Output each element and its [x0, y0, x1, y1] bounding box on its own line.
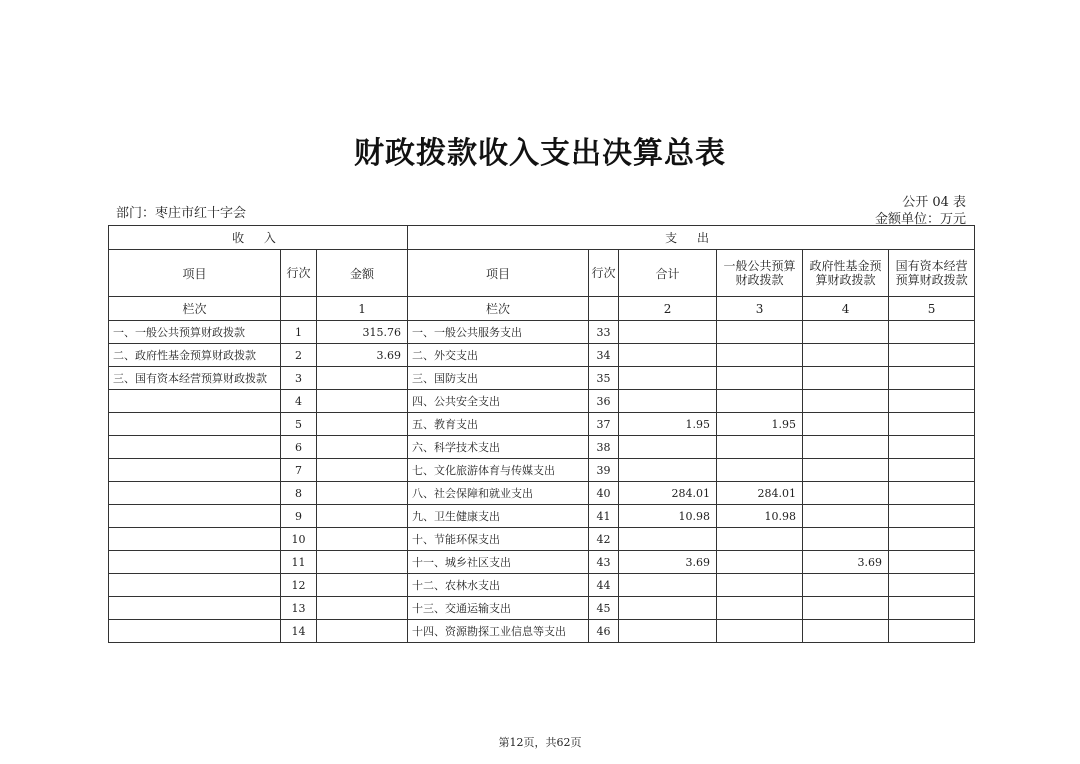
- expense-general-cell: [717, 459, 803, 482]
- expense-item-cell: 十二、农林水支出: [408, 574, 589, 597]
- income-item-cell: [109, 413, 281, 436]
- expense-total-cell: [619, 528, 717, 551]
- expense-line-cell: 36: [589, 390, 619, 413]
- income-line-cell: 13: [281, 597, 317, 620]
- expense-fund-cell: [803, 390, 889, 413]
- table-row: [109, 505, 975, 528]
- expense-fund-cell: [803, 459, 889, 482]
- fund-col-number: 4: [803, 297, 889, 321]
- income-amount-cell: [317, 367, 408, 390]
- expense-item-cell: 七、文化旅游体育与传媒支出: [408, 459, 589, 482]
- income-line-cell: 9: [281, 505, 317, 528]
- income-column-label: 栏次: [109, 297, 281, 321]
- expense-line-cell: 39: [589, 459, 619, 482]
- income-item-cell: [109, 574, 281, 597]
- income-item-cell: [109, 482, 281, 505]
- table-row: [109, 344, 975, 367]
- state-col-number: 5: [889, 297, 975, 321]
- expense-item-cell: 六、科学技术支出: [408, 436, 589, 459]
- expense-line-cell: 41: [589, 505, 619, 528]
- expense-total-cell: [619, 436, 717, 459]
- expense-fund-cell: [803, 436, 889, 459]
- income-line-cell: 12: [281, 574, 317, 597]
- income-amount-cell: [317, 390, 408, 413]
- expense-fund-cell: [803, 344, 889, 367]
- expense-total-header: 合计: [619, 250, 717, 297]
- income-amount-cell: [317, 620, 408, 643]
- expense-general-cell: 284.01: [717, 482, 803, 505]
- expense-total-cell: [619, 459, 717, 482]
- expense-general-cell: [717, 390, 803, 413]
- income-line-cell: 4: [281, 390, 317, 413]
- income-line-cell: 1: [281, 321, 317, 344]
- income-amount-cell: [317, 436, 408, 459]
- expense-item-cell: 五、教育支出: [408, 413, 589, 436]
- income-line-cell: 2: [281, 344, 317, 367]
- form-code-label: 公开 04 表: [902, 195, 966, 210]
- expense-line-cell: 44: [589, 574, 619, 597]
- expense-state-cell: [889, 436, 975, 459]
- expense-fund-cell: [803, 482, 889, 505]
- expense-general-cell: [717, 344, 803, 367]
- expense-line-cell: 46: [589, 620, 619, 643]
- expense-line-blank: [589, 297, 619, 321]
- income-amount-cell: [317, 482, 408, 505]
- expense-general-cell: [717, 436, 803, 459]
- table-row: [109, 321, 975, 344]
- expense-state-cell: [889, 620, 975, 643]
- expense-fund-header: 政府性基金预算财政拨款: [803, 250, 889, 297]
- income-amount-col-number: 1: [317, 297, 408, 321]
- expense-line-cell: 35: [589, 367, 619, 390]
- income-line-cell: 5: [281, 413, 317, 436]
- income-item-cell: [109, 551, 281, 574]
- expense-state-cell: [889, 528, 975, 551]
- expense-state-cell: [889, 321, 975, 344]
- expense-line-cell: 34: [589, 344, 619, 367]
- expense-total-cell: 3.69: [619, 551, 717, 574]
- expense-fund-cell: [803, 620, 889, 643]
- expense-state-cell: [889, 482, 975, 505]
- expense-state-cell: [889, 459, 975, 482]
- page-number: 第12页，共62页: [498, 736, 582, 749]
- expense-general-cell: [717, 620, 803, 643]
- income-item-cell: [109, 505, 281, 528]
- income-item-cell: [109, 528, 281, 551]
- income-line-cell: 10: [281, 528, 317, 551]
- page-title: 财政拨款收入支出决算总表: [354, 136, 726, 171]
- expense-state-cell: [889, 367, 975, 390]
- expense-general-cell: 10.98: [717, 505, 803, 528]
- expense-fund-cell: [803, 321, 889, 344]
- income-item-cell: 二、政府性基金预算财政拨款: [109, 344, 281, 367]
- expense-item-cell: 二、外交支出: [408, 344, 589, 367]
- expense-total-cell: 284.01: [619, 482, 717, 505]
- expense-item-cell: 十一、城乡社区支出: [408, 551, 589, 574]
- expense-general-cell: [717, 528, 803, 551]
- expense-fund-cell: [803, 505, 889, 528]
- expense-total-cell: [619, 620, 717, 643]
- expense-fund-cell: [803, 528, 889, 551]
- table-row: [109, 574, 975, 597]
- income-item-header: 项目: [109, 250, 281, 297]
- income-amount-cell: [317, 459, 408, 482]
- expense-fund-cell: 3.69: [803, 551, 889, 574]
- expense-state-header: 国有资本经营预算财政拨款: [889, 250, 975, 297]
- expense-item-cell: 十、节能环保支出: [408, 528, 589, 551]
- expense-total-cell: [619, 390, 717, 413]
- table-row: [109, 436, 975, 459]
- income-item-cell: [109, 390, 281, 413]
- general-col-number: 3: [717, 297, 803, 321]
- expense-general-cell: [717, 574, 803, 597]
- income-amount-cell: 315.76: [317, 321, 408, 344]
- table-row: [109, 620, 975, 643]
- table-row: [109, 459, 975, 482]
- income-line-header: 行次: [281, 250, 317, 297]
- expense-state-cell: [889, 413, 975, 436]
- expense-line-header: 行次: [589, 250, 619, 297]
- expense-line-cell: 40: [589, 482, 619, 505]
- department-label: 部门：枣庄市红十字会: [116, 206, 247, 221]
- table-row: [109, 528, 975, 551]
- income-amount-cell: [317, 597, 408, 620]
- table-row: [109, 367, 975, 390]
- income-item-cell: [109, 436, 281, 459]
- income-amount-cell: 3.69: [317, 344, 408, 367]
- income-item-cell: 一、一般公共预算财政拨款: [109, 321, 281, 344]
- income-amount-cell: [317, 551, 408, 574]
- expense-fund-cell: [803, 367, 889, 390]
- expense-section-header: 支 出: [408, 226, 975, 250]
- income-item-cell: 三、国有资本经营预算财政拨款: [109, 367, 281, 390]
- income-item-cell: [109, 597, 281, 620]
- income-amount-cell: [317, 528, 408, 551]
- income-amount-header: 金额: [317, 250, 408, 297]
- expense-general-cell: [717, 551, 803, 574]
- expense-fund-cell: [803, 574, 889, 597]
- table-row: [109, 482, 975, 505]
- expense-state-cell: [889, 597, 975, 620]
- expense-state-cell: [889, 551, 975, 574]
- expense-item-cell: 九、卫生健康支出: [408, 505, 589, 528]
- expense-general-cell: [717, 597, 803, 620]
- expense-item-cell: 一、一般公共服务支出: [408, 321, 589, 344]
- income-line-blank: [281, 297, 317, 321]
- expense-item-cell: 三、国防支出: [408, 367, 589, 390]
- expense-item-cell: 八、社会保障和就业支出: [408, 482, 589, 505]
- table-row: [109, 413, 975, 436]
- expense-general-cell: 1.95: [717, 413, 803, 436]
- expense-general-header: 一般公共预算财政拨款: [717, 250, 803, 297]
- expense-general-cell: [717, 367, 803, 390]
- income-section-header: 收 入: [109, 226, 408, 250]
- expense-state-cell: [889, 505, 975, 528]
- income-line-cell: 6: [281, 436, 317, 459]
- table-row: [109, 551, 975, 574]
- expense-total-cell: [619, 344, 717, 367]
- total-col-number: 2: [619, 297, 717, 321]
- expense-total-cell: [619, 367, 717, 390]
- expense-item-cell: 十四、资源勘探工业信息等支出: [408, 620, 589, 643]
- expense-total-cell: [619, 574, 717, 597]
- expense-fund-cell: [803, 413, 889, 436]
- section-header-row: [109, 226, 975, 250]
- income-amount-cell: [317, 505, 408, 528]
- expense-line-cell: 38: [589, 436, 619, 459]
- income-amount-cell: [317, 413, 408, 436]
- budget-summary-table: [108, 225, 975, 643]
- income-line-cell: 14: [281, 620, 317, 643]
- income-item-cell: [109, 459, 281, 482]
- income-line-cell: 11: [281, 551, 317, 574]
- expense-column-label: 栏次: [408, 297, 589, 321]
- expense-general-cell: [717, 321, 803, 344]
- expense-line-cell: 33: [589, 321, 619, 344]
- expense-item-cell: 十三、交通运输支出: [408, 597, 589, 620]
- column-header-row: [109, 250, 975, 297]
- table-row: [109, 597, 975, 620]
- expense-line-cell: 42: [589, 528, 619, 551]
- income-item-cell: [109, 620, 281, 643]
- expense-total-cell: 10.98: [619, 505, 717, 528]
- expense-total-cell: 1.95: [619, 413, 717, 436]
- column-number-row: [109, 297, 975, 321]
- income-line-cell: 7: [281, 459, 317, 482]
- income-line-cell: 8: [281, 482, 317, 505]
- income-amount-cell: [317, 574, 408, 597]
- expense-line-cell: 37: [589, 413, 619, 436]
- income-line-cell: 3: [281, 367, 317, 390]
- expense-fund-cell: [803, 597, 889, 620]
- amount-unit-label: 金额单位：万元: [874, 212, 966, 227]
- expense-total-cell: [619, 321, 717, 344]
- expense-line-cell: 45: [589, 597, 619, 620]
- expense-state-cell: [889, 574, 975, 597]
- expense-state-cell: [889, 344, 975, 367]
- expense-total-cell: [619, 597, 717, 620]
- expense-state-cell: [889, 390, 975, 413]
- table-row: [109, 390, 975, 413]
- expense-item-header: 项目: [408, 250, 589, 297]
- expense-line-cell: 43: [589, 551, 619, 574]
- expense-item-cell: 四、公共安全支出: [408, 390, 589, 413]
